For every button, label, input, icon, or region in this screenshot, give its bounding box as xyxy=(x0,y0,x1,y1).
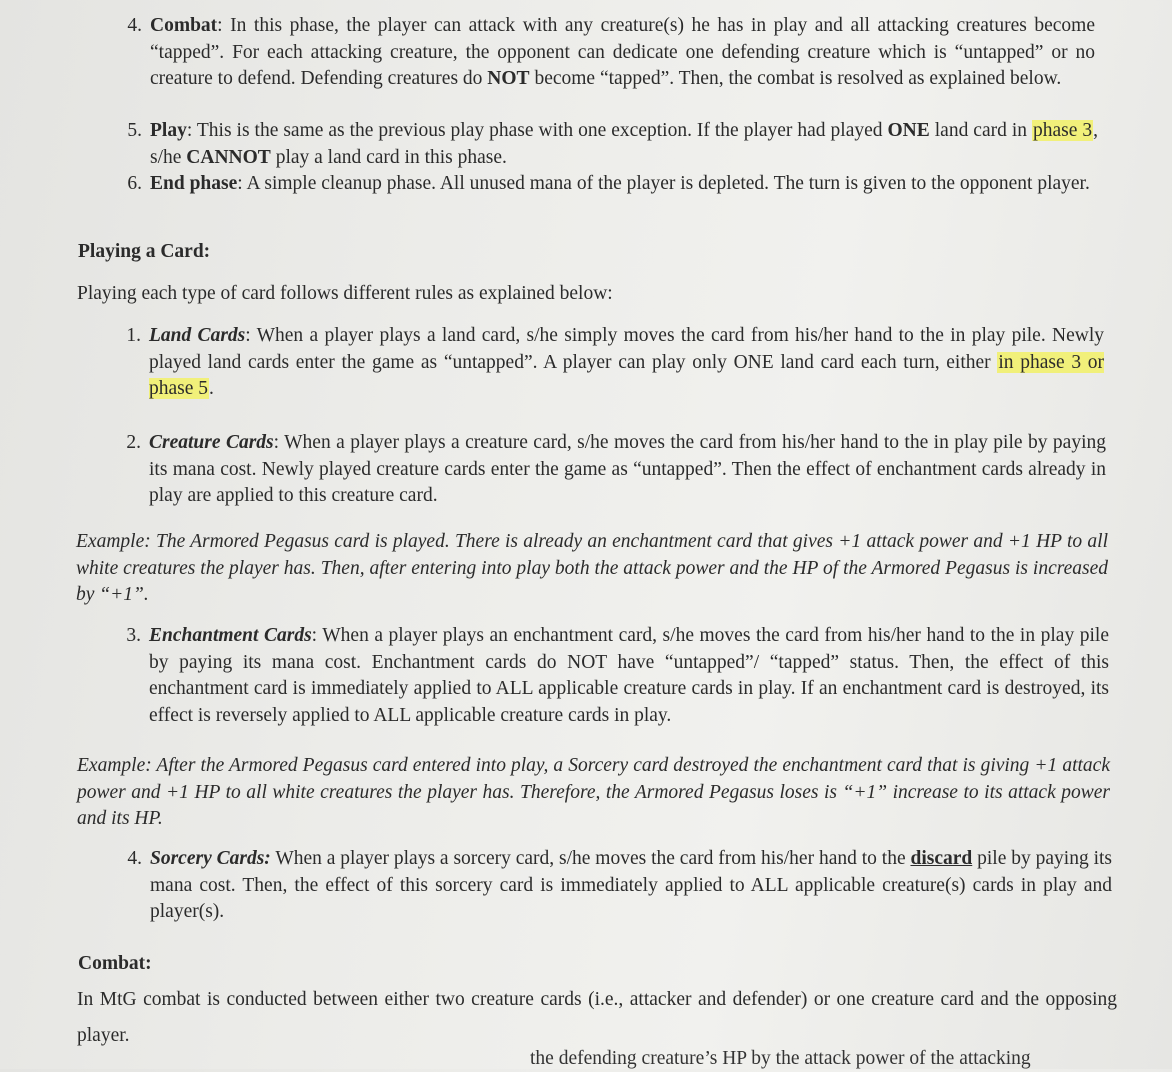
phase-emphasis: ONE xyxy=(887,120,930,141)
section-heading-combat: Combat: xyxy=(78,953,152,974)
playing-intro: Playing each type of card follows different rules as explained below: xyxy=(77,283,613,304)
phase-item-play xyxy=(127,118,1099,171)
card-number: 1. xyxy=(126,325,141,346)
phase-item-combat xyxy=(127,13,1095,93)
card-term: Sorcery Cards: xyxy=(150,848,271,869)
card-item-enchantment xyxy=(126,623,1109,729)
card-item-land xyxy=(126,323,1105,403)
card-text: : When a player plays a land card, s/he simply moves the card from his/her hand to the in play pile. Newly played land cards enter the game as “untapped”. A player can play only ONE land card each turn, either xyxy=(149,325,1104,373)
card-item-creature xyxy=(126,430,1106,510)
underlined-text: discard xyxy=(910,848,973,869)
card-term: Enchantment Cards xyxy=(149,625,312,646)
card-number: 3. xyxy=(126,625,141,646)
phase-text-end: play a land card in this phase. xyxy=(270,146,507,168)
cut-off-text: the defending creature’s HP by the attack power of the attacking xyxy=(530,1048,1031,1069)
phase-term: Play xyxy=(150,120,187,141)
phase-number: 6. xyxy=(127,173,142,194)
phase-term: End phase xyxy=(150,173,238,194)
phase-text-end: become “tapped”. Then, the combat is resolved as explained below. xyxy=(529,68,1062,89)
card-text: : When a player plays an enchantment card, s/he moves the card from his/her hand to the in play pile by paying its mana cost. Enchantment cards do NOT have “untapped”/ “tapped” status. Then, the effect of this enchantment card is immediately applied to ALL applicable creature cards in play. If an enchantment card is destroyed, its effect is reversely applied to ALL applicable creature cards in play. xyxy=(149,625,1109,726)
card-text: : When a player plays a creature card, s/he moves the card from his/her hand to the in play pile by paying its mana cost. Newly played creature cards enter the game as “untapped”. Then the effect of enchantment cards already in play are applied to this creature card. xyxy=(149,432,1106,506)
phase-text: : A simple cleanup phase. All unused mana of the player is depleted. The turn is given to the opponent player. xyxy=(237,173,1090,194)
card-number: 2. xyxy=(126,432,141,453)
phase-text: : This is the same as the previous play phase with one exception. If the player had played xyxy=(186,120,888,141)
phase-text: : In this phase, the player can attack with any creature(s) he has in play and all attacking creatures become “tapped”. For each attacking creature, the opponent can dedicate one defending creature which is “untapped” or no creature to defend. Defending creatures do xyxy=(150,15,1095,89)
card-text: When a player plays a sorcery card, s/he moves the card from his/her hand to the xyxy=(270,848,911,869)
highlighted-text: in phase 3 or phase 5 xyxy=(149,351,1105,399)
phase-emphasis: NOT xyxy=(487,68,530,89)
phase-number: 5. xyxy=(127,120,142,141)
phase-text-mid: land card in xyxy=(929,120,1032,141)
card-term: Land Cards xyxy=(149,325,246,346)
phase-emphasis-2: CANNOT xyxy=(186,146,271,168)
combat-text: In MtG combat is conducted between either two creature cards (i.e., attacker and defender) or one creature card and the opposing player. xyxy=(77,989,1117,1046)
phase-item-end xyxy=(127,171,1098,198)
card-number: 4. xyxy=(127,848,142,869)
card-text-end: . xyxy=(209,378,214,399)
phase-term: Combat xyxy=(150,15,218,36)
section-heading-playing-a-card: Playing a Card: xyxy=(78,241,211,262)
card-item-sorcery xyxy=(127,846,1112,926)
card-term: Creature Cards xyxy=(149,432,274,453)
highlighted-text: phase 3 xyxy=(1033,120,1093,141)
example-enchantment-destroyed: Example: After the Armored Pegasus card entered into play, a Sorcery card destroyed the enchantment card that is giving +1 attack power and +1 HP to all white creatures the player has. Therefore, the Armored Pegasus loses is “+1” increase to its attack power and its HP. xyxy=(77,755,1110,829)
example-armored-pegasus-played: Example: The Armored Pegasus card is played. There is already an enchantment card that gives +1 attack power and +1 HP to all white creatures the player has. Then, after entering into play both the attack power and the HP of the Armored Pegasus is increased by “+1”. xyxy=(76,531,1108,605)
phase-text-mid2: , s/he xyxy=(150,120,1099,168)
phase-number: 4. xyxy=(127,15,142,36)
card-text-end: pile by paying its mana cost. Then, the effect of this sorcery card is immediately applied to ALL applicable creature(s) cards in play and player(s). xyxy=(150,848,1112,922)
